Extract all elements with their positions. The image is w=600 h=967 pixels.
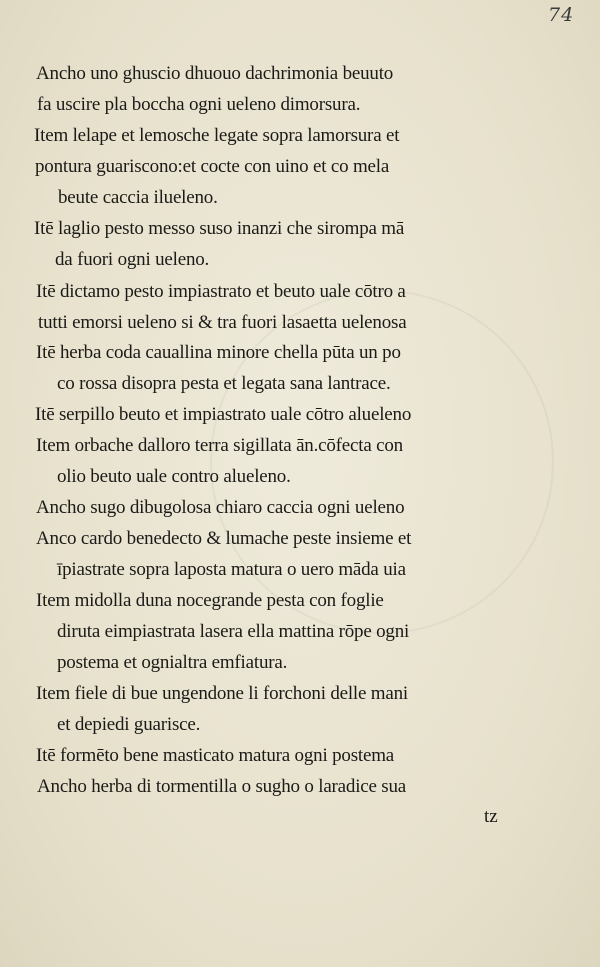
text-line: tutti emorsi ueleno si & tra fuori lasaetta uelenosa [38,312,407,333]
text-line: Anco cardo benedecto & lumache peste insieme et [36,528,412,549]
catchword: tz [484,806,498,827]
text-line: Itē laglio pesto messo suso inanzi che sirompa mā [34,218,405,239]
text-line: postema et ognialtra emfiatura. [57,652,288,673]
text-line: Itē formēto bene masticato matura ogni postema [36,745,395,766]
text-line: Item midolla duna nocegrande pesta con foglie [36,590,384,611]
page-number: 74 [548,4,575,26]
text-line: pontura guariscono:et cocte con uino et co mela [35,156,390,177]
text-line: co rossa disopra pesta et legata sana lantrace. [57,373,391,394]
text-line: Item fiele di bue ungendone li forchoni delle mani [36,683,408,704]
text-line: fa uscire pla boccha ogni ueleno dimorsura. [37,94,361,115]
text-line: Ancho sugo dibugolosa chiaro caccia ogni ueleno [36,497,405,518]
text-line: beute caccia ilueleno. [58,187,218,208]
text-line: Itē dictamo pesto impiastrato et beuto uale cōtro a [36,281,406,302]
text-line: Itē serpillo beuto et impiastrato uale cōtro alueleno [35,404,412,425]
text-line: Ancho uno ghuscio dhuouo dachrimonia beuuto [36,63,394,84]
text-line: Itē herba coda cauallina minore chella pūta un po [36,342,401,363]
text-line: da fuori ogni ueleno. [55,249,210,270]
text-line: Ancho herba di tormentilla o sugho o laradice sua [37,776,407,797]
text-line: et depiedi guarisce. [57,714,201,735]
text-line: Item lelape et lemosche legate sopra lamorsura et [34,125,400,146]
text-line: īpiastrate sopra laposta matura o uero māda uia [57,559,406,580]
text-line: Item orbache dalloro terra sigillata ān.cōfecta con [36,435,403,456]
text-line: olio beuto uale contro alueleno. [57,466,291,487]
text-line: diruta eimpiastrata lasera ella mattina rōpe ogni [57,621,410,642]
